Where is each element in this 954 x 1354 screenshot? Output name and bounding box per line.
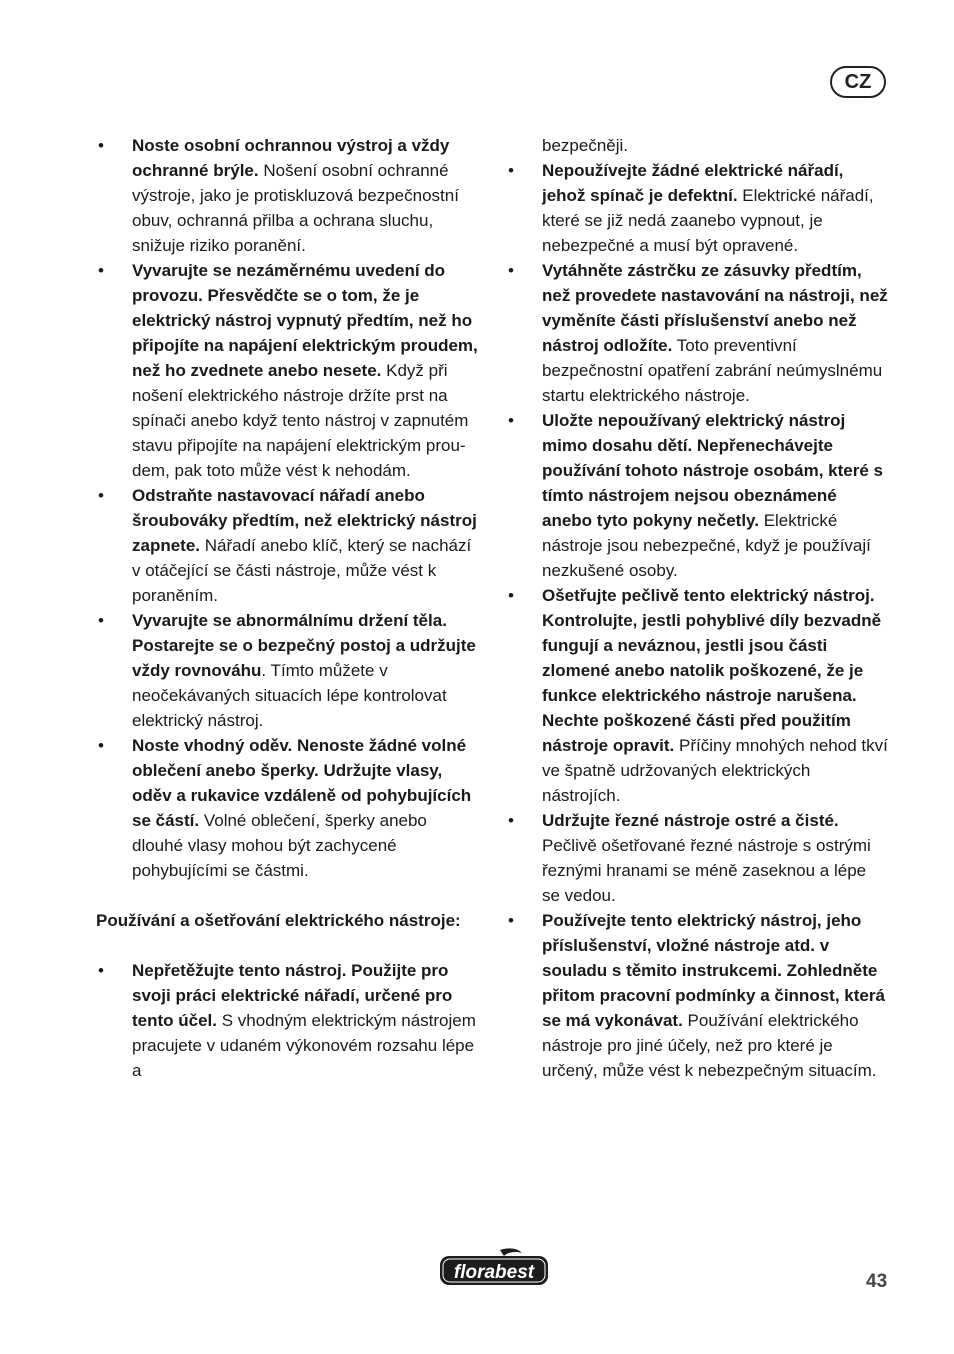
item-text: Toto preventivní bezpečnostní opatření zabrání neúmyslnému startu elektrického nástroje. xyxy=(542,336,883,405)
item-heading: Odstraňte nastavovací nářadí anebo šroubováky předtím, než elektrický nástroj zapnete. xyxy=(132,486,477,555)
item-text: Nářadí anebo klíč, který se nachází v otáčející se části nástroje, může vést k poraněním. xyxy=(132,536,472,605)
item-heading: Nepřetěžujte tento nástroj. Použijte pro svoji práci elektrické nářadí, určené pro tento účel. xyxy=(132,961,453,1030)
continuation-text: bezpečněji. xyxy=(542,136,629,155)
item-heading: Vyvarujte se abnormálnímu držení těla. Postarejte se o bezpečný postoj a udržujte vždy rovnováhu xyxy=(132,611,476,680)
list-item xyxy=(96,608,480,733)
list-item xyxy=(96,958,480,1083)
item-text: Elektrické nářadí, které se již nedá zaanebo vypnout, je nebezpečné a musí být opravené. xyxy=(542,186,874,255)
list-item xyxy=(506,583,888,808)
list-item xyxy=(96,733,480,883)
item-heading: Uložte nepoužívaný elektrický nástroj mimo dosahu dětí. Nepřenechávejte používání tohoto nástroje osobám, které s tímto nástrojem nejsou obeznámené anebo tyto pokyny nečetly. xyxy=(542,411,883,530)
item-text: Pečlivě ošetřované řezné nástroje s ostrými řeznými hranami se méně zaseknou a lépe se vedou. xyxy=(542,836,871,905)
item-heading: Noste osobní ochrannou výstroj a vždy ochranné brýle. xyxy=(132,136,450,180)
list-item xyxy=(506,908,888,1083)
list-item xyxy=(506,158,888,258)
list-item xyxy=(506,258,888,408)
item-heading: Používejte tento elektrický nástroj, jeho příslušenství, vložné nástroje atd. v souladu s těmito instrukcemi. Zohledněte přitom pracovní podmínky a činnost, která se má vykonávat. xyxy=(542,911,885,1030)
language-badge: CZ xyxy=(830,66,886,98)
florabest-logo xyxy=(438,1247,550,1287)
list-item xyxy=(506,808,888,908)
left-column xyxy=(96,133,480,1083)
list-item xyxy=(96,258,480,483)
item-text: Používání elektrického nástroje pro jiné účely, než pro které je určený, může vést k nebezpečným situacím. xyxy=(542,1011,877,1080)
safety-list-usage-continued xyxy=(506,158,888,1083)
list-item xyxy=(506,408,888,583)
item-text: S vhodným elektrickým nástrojem pracujete v udaném výkonovém rozsahu lépe a xyxy=(132,1011,476,1080)
item-heading: Vyvarujte se nezáměrnému uvedení do provozu. Přesvědčte se o tom, že je elektrický nástroj vypnutý předtím, než ho připojíte na napájení elektrickým proudem, než ho zvednete anebo nesete. xyxy=(132,261,478,380)
item-text: Nošení osobní ochranné výstroje, jako je protiskluzová bezpečnostní obuv, ochranná přilba a ochrana sluchu, snižuje riziko poranění. xyxy=(132,161,459,255)
item-text: . Tímto můžete v neočekávaných situacích lépe kontrolovat elektrický nástroj. xyxy=(132,661,447,730)
safety-list-usage xyxy=(96,958,480,1083)
item-heading: Noste vhodný oděv. Nenoste žádné volné oblečení anebo šperky. Udržujte vlasy, oděv a rukavice vzdáleně od pohybujících se částí. xyxy=(132,736,472,830)
right-column xyxy=(506,133,888,1083)
list-item xyxy=(96,133,480,258)
item-heading: Vytáhněte zástrčku ze zásuvky předtím, než provedete nastavování na nástroji, než vyměníte části příslušenství anebo než nástroj odložíte. xyxy=(542,261,888,355)
item-heading: Nepoužívejte žádné elektrické nářadí, jehož spínač je defektní. xyxy=(542,161,844,205)
item-text: Příčiny mnohých nehod tkví ve špatně udržovaných elektrických nástrojích. xyxy=(542,736,888,805)
item-text: Elektrické nástroje jsou nebezpečné, když je používají nezkušené osoby. xyxy=(542,511,871,580)
list-item xyxy=(96,483,480,608)
logo-text: florabest xyxy=(453,1262,535,1283)
safety-list-personal xyxy=(96,133,480,883)
page-number: 43 xyxy=(866,1271,888,1292)
section-heading: Používání a ošetřování elektrického nástroje: xyxy=(96,911,461,930)
item-text: Když při nošení elektrického nástroje držíte prst na spínači anebo když tento nástroj v zapnutém stavu připojíte na napájení elektrickým proudem, pak toto může vést k nehodám. xyxy=(132,361,469,480)
item-heading: Ošetřujte pečlivě tento elektrický nástroj. Kontrolujte, jestli pohyblivé díly bezvadně fungují a neváznou, jestli jsou části zlomené anebo natolik poškozené, že je funkce elektrického nástroje narušena. Nechte poškozené části před použitím nástroje opravit. xyxy=(542,586,882,755)
item-text: Volné oblečení, šperky anebo dlouhé vlasy mohou být zachycené pohybujícími se částmi. xyxy=(132,811,427,880)
item-heading: Udržujte řezné nástroje ostré a čisté. xyxy=(542,811,839,830)
